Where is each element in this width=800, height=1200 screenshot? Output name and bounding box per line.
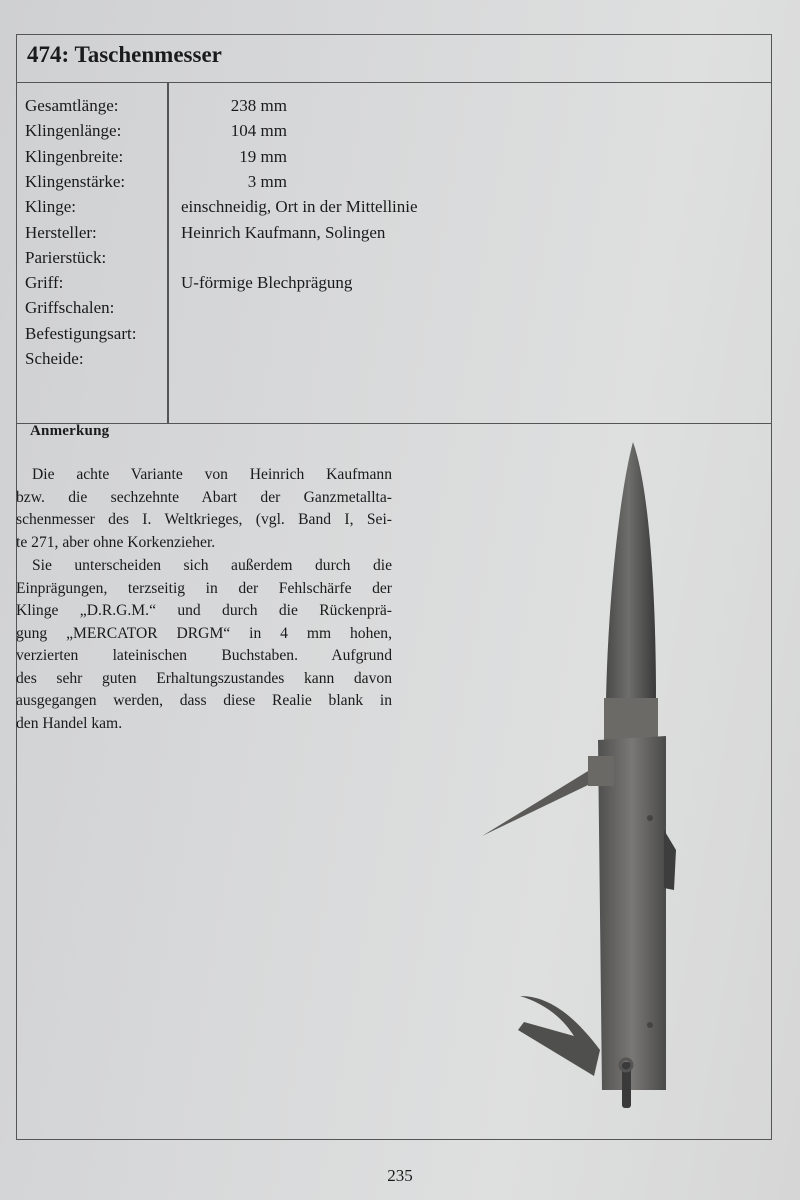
spec-label: Befestigungsart: [25, 323, 137, 343]
note-paragraph-2 [16, 555, 392, 735]
spec-value: einschneidig, Ort in der Mittellinie [181, 197, 418, 217]
spec-row [17, 349, 771, 374]
note-line: te 271, aber ohne Korkenzieher. [16, 533, 216, 551]
spec-label: Hersteller: [25, 222, 97, 242]
spec-label: Klingenbreite: [25, 146, 124, 166]
spec-value: U-förmige Blechprägung [181, 273, 353, 293]
spec-label: Parierstück: [25, 247, 107, 267]
pocketknife-image [470, 400, 700, 1120]
spec-row [17, 147, 771, 172]
spec-label: Scheide: [25, 349, 84, 368]
note-line: des sehr guten Erhaltungszustandes kann davon [16, 669, 392, 687]
spec-row [17, 96, 771, 121]
spec-row [17, 121, 771, 146]
spec-row [17, 273, 771, 298]
spec-value: 238 mm [230, 96, 287, 115]
spec-label: Klingenlänge: [25, 121, 122, 141]
knife-handle [598, 736, 666, 1090]
spec-row [17, 197, 771, 222]
note-heading: Anmerkung [30, 423, 110, 439]
note-line: Sie unterscheiden sich außerdem durch die [32, 557, 392, 574]
spec-row [17, 172, 771, 197]
note-line: ausgegangen werden, dass diese Realie blank in [16, 692, 392, 709]
spec-label: Klingenstärke: [25, 171, 126, 191]
note-line: schenmesser des I. Weltkrieges, (vgl. Band I, Sei- [16, 511, 392, 528]
spec-row [17, 223, 771, 248]
spec-row [17, 248, 771, 273]
note-line: Einprägungen, terzseitig in der Fehlschärfe der [16, 579, 392, 597]
note-line: bzw. die sechzehnte Abart der Ganzmetallta- [16, 488, 392, 506]
note-paragraph-1 [16, 464, 392, 554]
spec-table [17, 83, 771, 424]
note-line: Die achte Variante von Heinrich Kaufmann [32, 466, 392, 483]
spec-value: 19 mm [239, 146, 287, 166]
spec-label: Klinge: [25, 197, 76, 217]
note-line: Klinge „D.R.G.M.“ und durch die Rückenprä- [16, 602, 392, 619]
note-line: den Handel kam. [16, 714, 123, 732]
knife-blade [606, 442, 656, 700]
spec-row [17, 324, 771, 349]
note-line: gung „MERCATOR DRGM“ in 4 mm hohen, [16, 624, 392, 642]
spec-value: 3 mm [247, 171, 287, 191]
page-number: 235 [387, 1166, 413, 1185]
spec-label: Griffschalen: [25, 298, 115, 318]
knife-ricasso [604, 698, 658, 740]
note-line: verzierten lateinischen Buchstaben. Aufgrund [16, 647, 392, 664]
title-bar [17, 35, 771, 83]
spec-value: Heinrich Kaufmann, Solingen [181, 222, 386, 242]
knife-can-opener [518, 996, 600, 1076]
spec-label: Gesamtlänge: [25, 96, 119, 115]
spec-row [17, 298, 771, 323]
page-title: 474: Taschenmesser [27, 42, 222, 67]
spec-label: Griff: [25, 273, 64, 293]
spec-value: 104 mm [230, 121, 287, 141]
